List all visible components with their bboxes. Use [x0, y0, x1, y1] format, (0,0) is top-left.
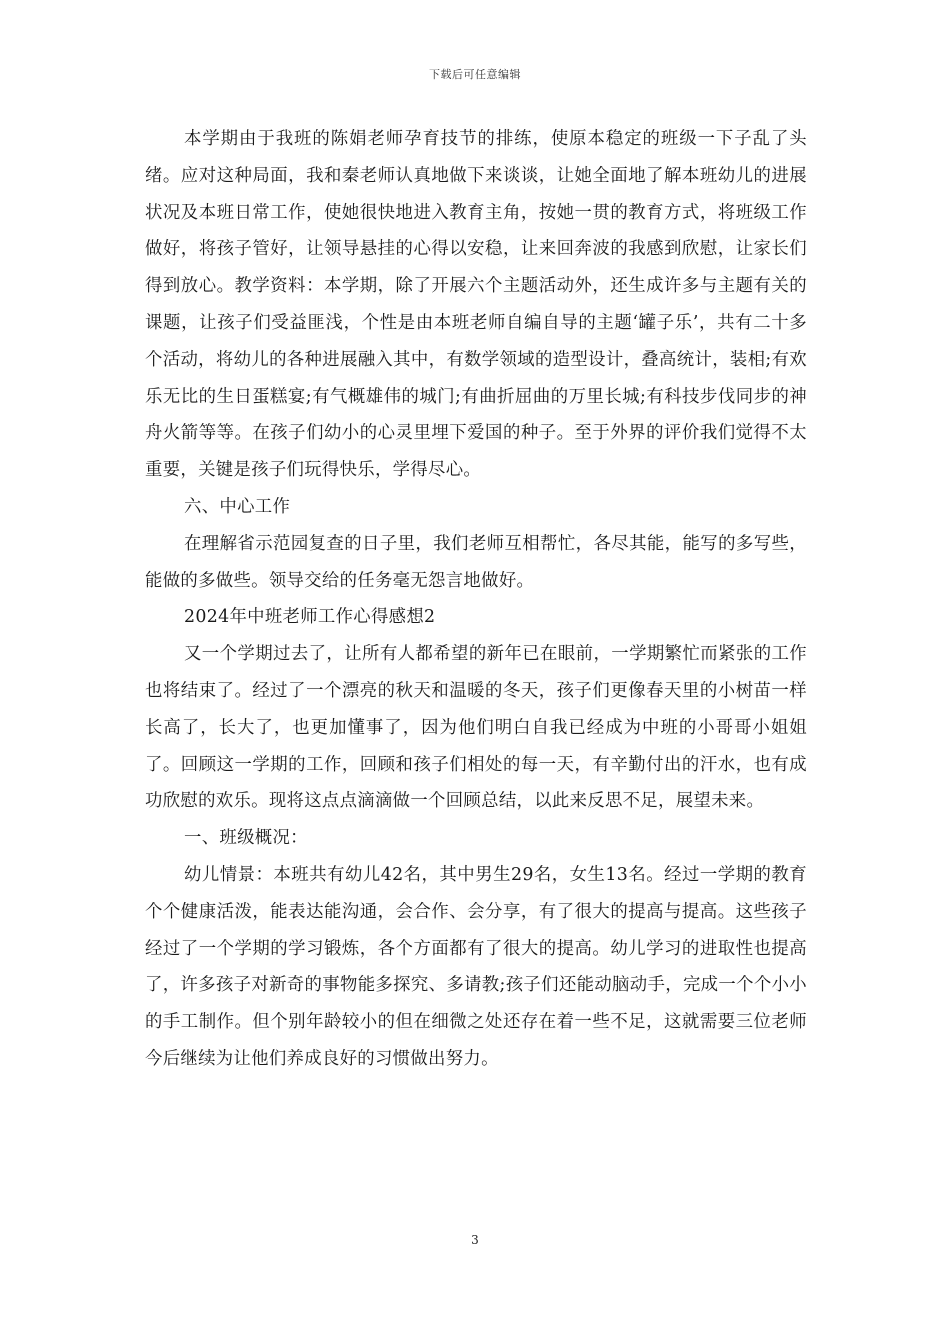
paragraph-semester-review: 又一个学期过去了，让所有人都希望的新年已在眼前，一学期繁忙而紧张的工作也将结束了。经过了一个漂亮的秋天和温暖的冬天，孩子们更像春天里的小树苗一样长高了，长大了，也更加懂事了，因为他们明白自我已经成为中班的小哥哥小姐姐了。回顾这一学期的工作，回顾和孩子们相处的每一天，有辛勤付出的汗水，也有成功欣慰的欢乐。现将这点点滴滴做一个回顾总结，以此来反思不足，展望未来。 — [145, 644, 807, 812]
page-header: 下载后可任意编辑 — [429, 68, 521, 81]
paragraph-children-situation: 幼儿情景：本班共有幼儿42名，其中男生29名，女生13名。经过一学期的教育个个健康活泼，能表达能沟通，会合作、会分享，有了很大的提高与提高。这些孩子经过了一个学期的学习锻炼，各个方面都有了很大的提高。幼儿学习的进取性也提高了，许多孩子对新奇的事物能多探究、多请教;孩子们还能动脑动手，完成一个个小小的手工制作。但个别年龄较小的但在细微之处还存在着一些不足，这就需要三位老师今后继续为让他们养成良好的习惯做出努力。 — [145, 864, 807, 1069]
paragraph-teacher-rehearsal: 本学期由于我班的陈娟老师孕育技节的排练，使原本稳定的班级一下子乱了头绪。应对这种局面，我和秦老师认真地做下来谈谈，让她全面地了解本班幼儿的进展状况及本班日常工作，使她很快地进入教育主角，按她一贯的教育方式，将班级工作做好，将孩子管好，让领导悬挂的心得以安稳，让来回奔波的我感到欣慰，让家长们得到放心。教学资料：本学期，除了开展六个主题活动外，还生成许多与主题有关的课题，让孩子们受益匪浅，个性是由本班老师自编自导的主题‘罐子乐’，共有二十多个活动，将幼儿的各种进展融入其中，有数学领域的造型设计，叠高统计，装相;有欢乐无比的生日蛋糕宴;有气概雄伟的城门;有曲折屈曲的万里长城;有科技步伐同步的神舟火箭等等。在孩子们幼小的心灵里埋下爱国的种子。至于外界的评价我们觉得不太重要，关键是孩子们玩得快乐，学得尽心。 — [145, 129, 807, 481]
article-title-2: 2024年中班老师工作心得感想2 — [184, 607, 436, 628]
section-heading-core-work: 六、中心工作 — [184, 496, 291, 517]
page-number: 3 — [471, 1233, 479, 1247]
document-body — [145, 121, 807, 1078]
section-heading-class-overview: 一、班级概况： — [184, 828, 308, 849]
paragraph-inspection: 在理解省示范园复查的日子里，我们老师互相帮忙，各尽其能，能写的多写些，能做的多做些。领导交给的任务毫无怨言地做好。 — [145, 533, 807, 591]
